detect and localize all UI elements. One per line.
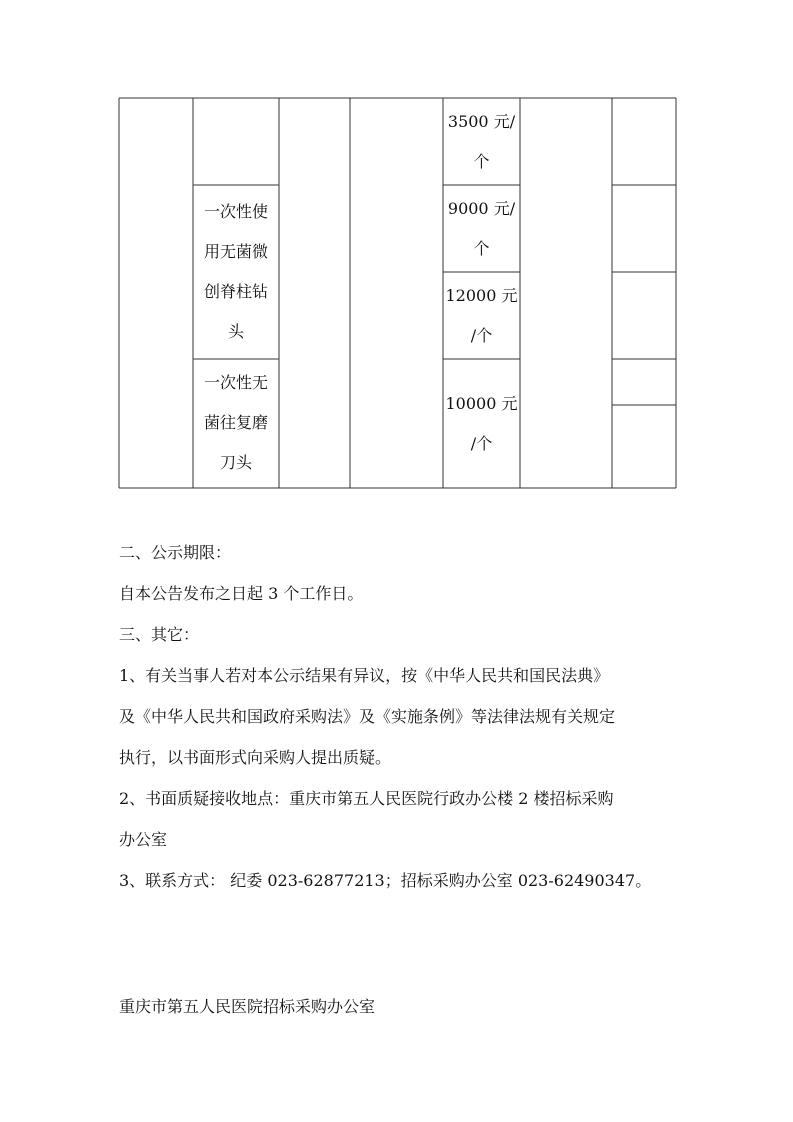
item1-line2: 及《中华人民共和国政府采购法》及《实施条例》等法律法规有关规定 — [119, 707, 616, 726]
period-text: 自本公告发布之日起 3 个工作日。 — [119, 584, 364, 603]
item-name-drill-bit: 一次性使 用无菌微 创脊柱钻 头 — [203, 202, 268, 341]
period-heading: 二、公示期限： — [119, 543, 232, 562]
other-heading: 三、其它： — [119, 625, 200, 644]
signature: 重庆市第五人民医院招标采购办公室 — [119, 997, 376, 1016]
item1-line3: 执行，以书面形式向采购人提出质疑。 — [119, 748, 392, 767]
item2-line2: 办公室 — [119, 830, 168, 849]
unit-price-1: 3500 元/ 个 — [447, 112, 516, 171]
item1-line1: 1、有关当事人若对本公示结果有异议，按《中华人民共和国民法典》 — [119, 666, 610, 685]
item2-line1: 2、书面质疑接收地点：重庆市第五人民医院行政办公楼 2 楼招标采购 — [119, 789, 614, 808]
item3-contact: 3、联系方式： 纪委 023-62877213；招标采购办公室 023-62490347。 — [119, 871, 652, 890]
unit-price-4: 10000 元 /个 — [445, 394, 518, 453]
unit-price-2: 9000 元/ 个 — [447, 199, 516, 258]
unit-price-3: 12000 元 /个 — [445, 286, 518, 345]
item-name-reciprocating-blade: 一次性无 菌往复磨 刀头 — [203, 373, 268, 472]
